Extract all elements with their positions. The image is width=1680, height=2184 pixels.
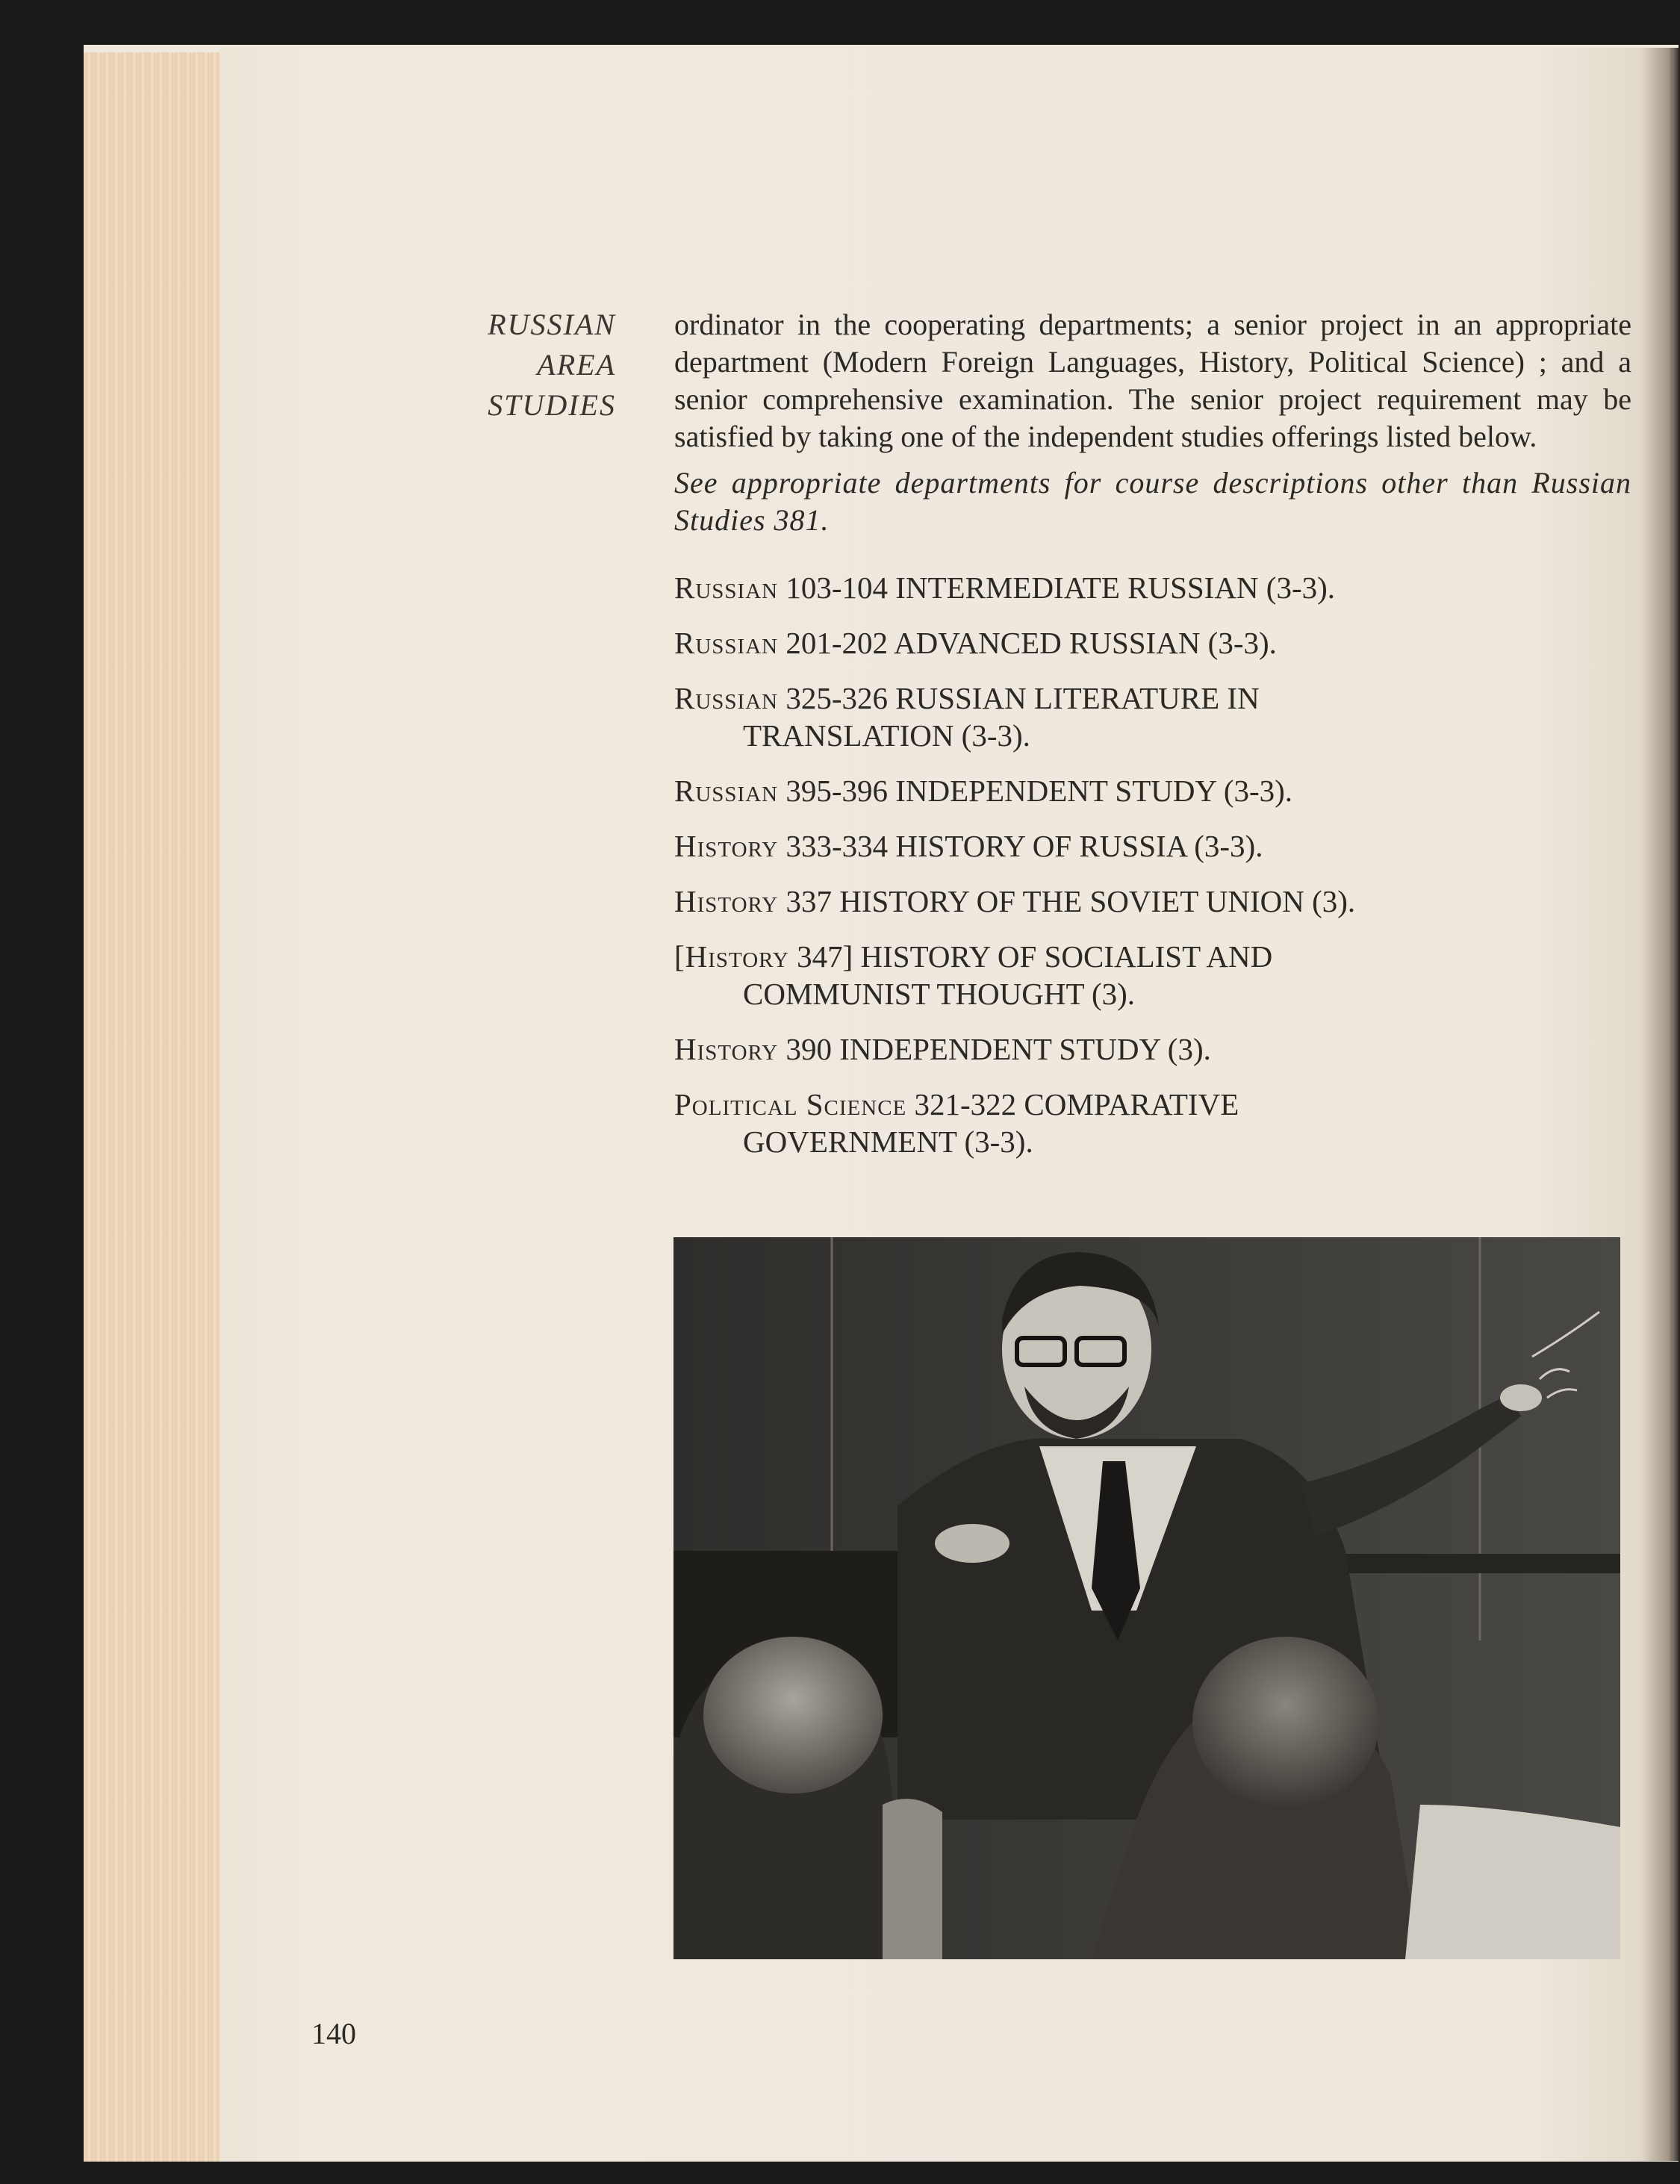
course-title: 321-322 COMPARATIVE — [914, 1087, 1239, 1121]
course-department: History — [674, 884, 779, 918]
course-title: 390 INDEPENDENT STUDY (3). — [785, 1032, 1211, 1066]
course-department: [History — [674, 939, 789, 974]
course-department: Russian — [674, 681, 779, 715]
course-title: 201-202 ADVANCED RUSSIAN (3-3). — [785, 626, 1277, 660]
course-entry — [674, 1030, 1631, 1068]
course-department: Political Science — [674, 1087, 907, 1121]
page-edges — [84, 52, 220, 2162]
course-department: Russian — [674, 626, 779, 660]
student-right-head — [1192, 1637, 1379, 1808]
course-entry — [674, 624, 1631, 662]
section-heading-line: RUSSIAN — [488, 308, 616, 341]
course-title: 337 HISTORY OF THE SOVIET UNION (3). — [785, 884, 1356, 918]
course-list — [674, 569, 1631, 1160]
course-title: 347] HISTORY OF SOCIALIST AND — [797, 939, 1273, 974]
course-department: Russian — [674, 570, 779, 605]
teacher-left-hand — [935, 1524, 1009, 1563]
course-entry — [674, 1086, 1631, 1160]
page-number: 140 — [311, 2017, 356, 2050]
course-title-continuation: COMMUNIST THOUGHT (3). — [743, 977, 1136, 1011]
gutter-shadow — [1641, 48, 1680, 2161]
classroom-photo — [673, 1237, 1620, 1959]
course-department: Russian — [674, 774, 779, 808]
teacher-hand — [1500, 1384, 1542, 1411]
course-title: 325-326 RUSSIAN LITERATURE IN — [785, 681, 1260, 715]
course-title: 395-396 INDEPENDENT STUDY (3-3). — [785, 774, 1293, 808]
course-department: History — [674, 1032, 779, 1066]
course-title-continuation: TRANSLATION (3-3). — [743, 718, 1030, 753]
section-heading-line: STUDIES — [488, 388, 616, 422]
classroom-photo-illustration — [673, 1237, 1620, 1959]
body-paragraph: ordinator in the cooperating departments; a senior project in an appropriate department (Modern Foreign Languages, History, Political Science) ; and a senior comprehensive examination. The senior project requirement may be satisfied by taking one of the independent studies offerings listed below. — [674, 308, 1631, 453]
course-description-note: See appropriate departments for course descriptions other than Russian Studies 381. — [674, 466, 1631, 537]
student-hand — [883, 1799, 942, 1959]
course-entry — [674, 772, 1631, 809]
course-entry — [674, 883, 1631, 920]
course-entry — [674, 569, 1631, 606]
course-department: History — [674, 829, 779, 863]
course-title: 333-334 HISTORY OF RUSSIA (3-3). — [785, 829, 1263, 863]
desk-surface — [1405, 1805, 1620, 1959]
course-entry — [674, 938, 1631, 1012]
student-left-head — [703, 1637, 883, 1793]
course-entry — [674, 679, 1631, 754]
course-title: 103-104 INTERMEDIATE RUSSIAN (3-3). — [785, 570, 1336, 605]
section-heading — [418, 305, 616, 426]
main-text — [674, 306, 1631, 1178]
course-title-continuation: GOVERNMENT (3-3). — [743, 1124, 1033, 1159]
section-heading-line: AREA — [537, 348, 616, 382]
course-entry — [674, 827, 1631, 865]
